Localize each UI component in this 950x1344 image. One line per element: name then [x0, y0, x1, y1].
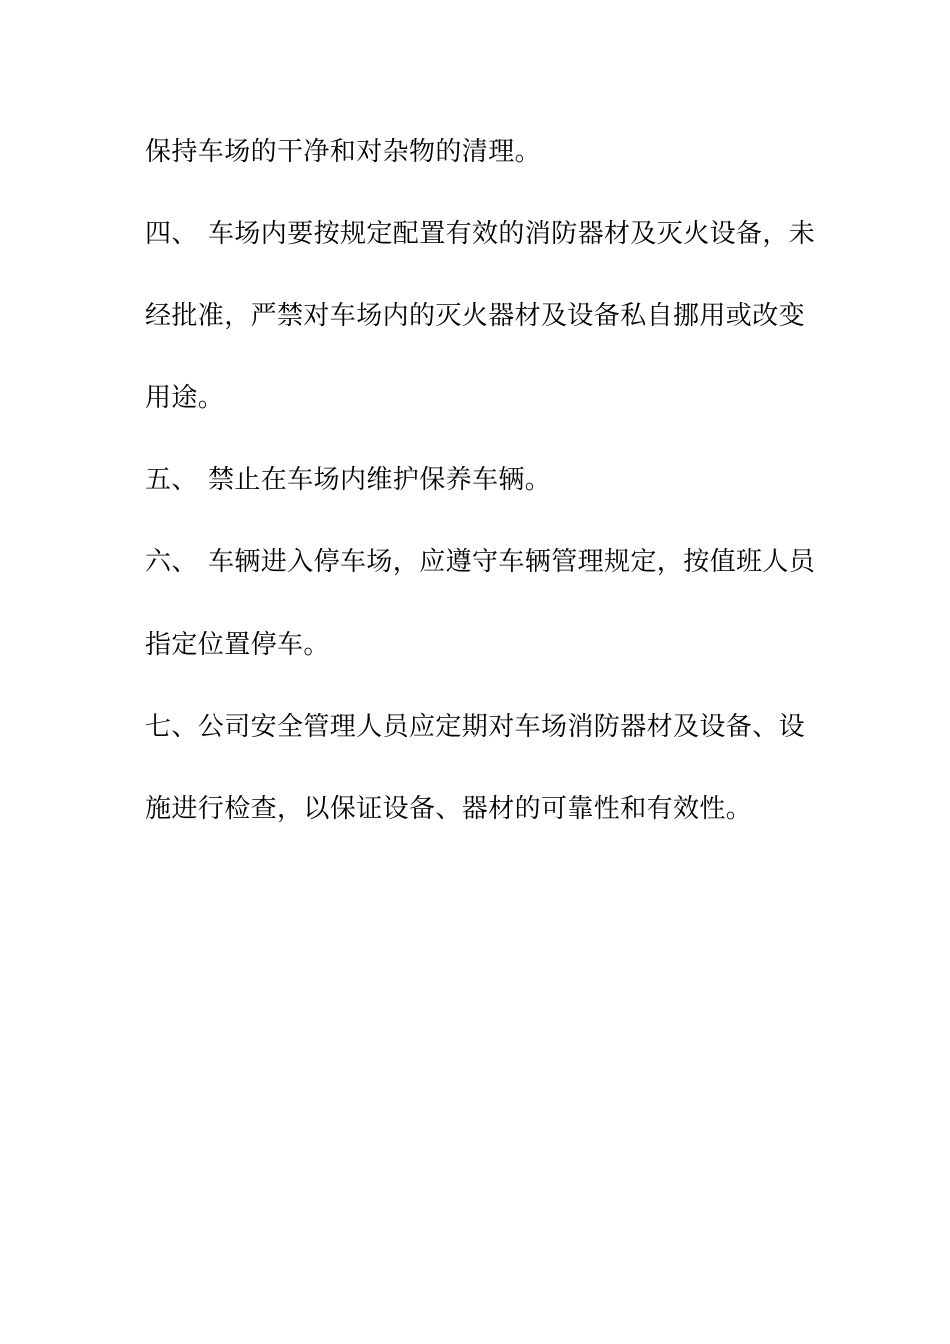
- item-number: 四、: [145, 219, 198, 249]
- paragraph-line: [145, 135, 541, 169]
- paragraph-line: [145, 710, 805, 744]
- line-text: 车辆进入停车场，应遵守车辆管理规定，按值班人员: [208, 547, 816, 577]
- line-text: 经批准，严禁对车场内的灭火器材及设备私自挪用或改变: [145, 301, 806, 331]
- paragraph-line: [145, 381, 224, 415]
- line-text: 施进行检查，以保证设备、器材的可靠性和有效性。: [145, 794, 753, 824]
- paragraph-line: [145, 299, 805, 333]
- line-text: 禁止在车场内维护保养车辆。: [208, 465, 552, 495]
- line-text: 保持车场的干净和对杂物的清理。: [145, 137, 542, 167]
- paragraph-line: [145, 792, 752, 826]
- paragraph-line: [145, 545, 815, 579]
- line-text: 车场内要按规定配置有效的消防器材及灭火设备，未: [208, 219, 816, 249]
- line-text: 七、公司安全管理人员应定期对车场消防器材及设备、设: [145, 712, 806, 742]
- item-number: 五、: [145, 465, 198, 495]
- line-text: 用途。: [145, 383, 225, 413]
- paragraph-line: [145, 463, 551, 497]
- paragraph-line: [145, 628, 330, 662]
- item-number: 六、: [145, 547, 198, 577]
- paragraph-line: [145, 217, 815, 251]
- line-text: 指定位置停车。: [145, 630, 330, 660]
